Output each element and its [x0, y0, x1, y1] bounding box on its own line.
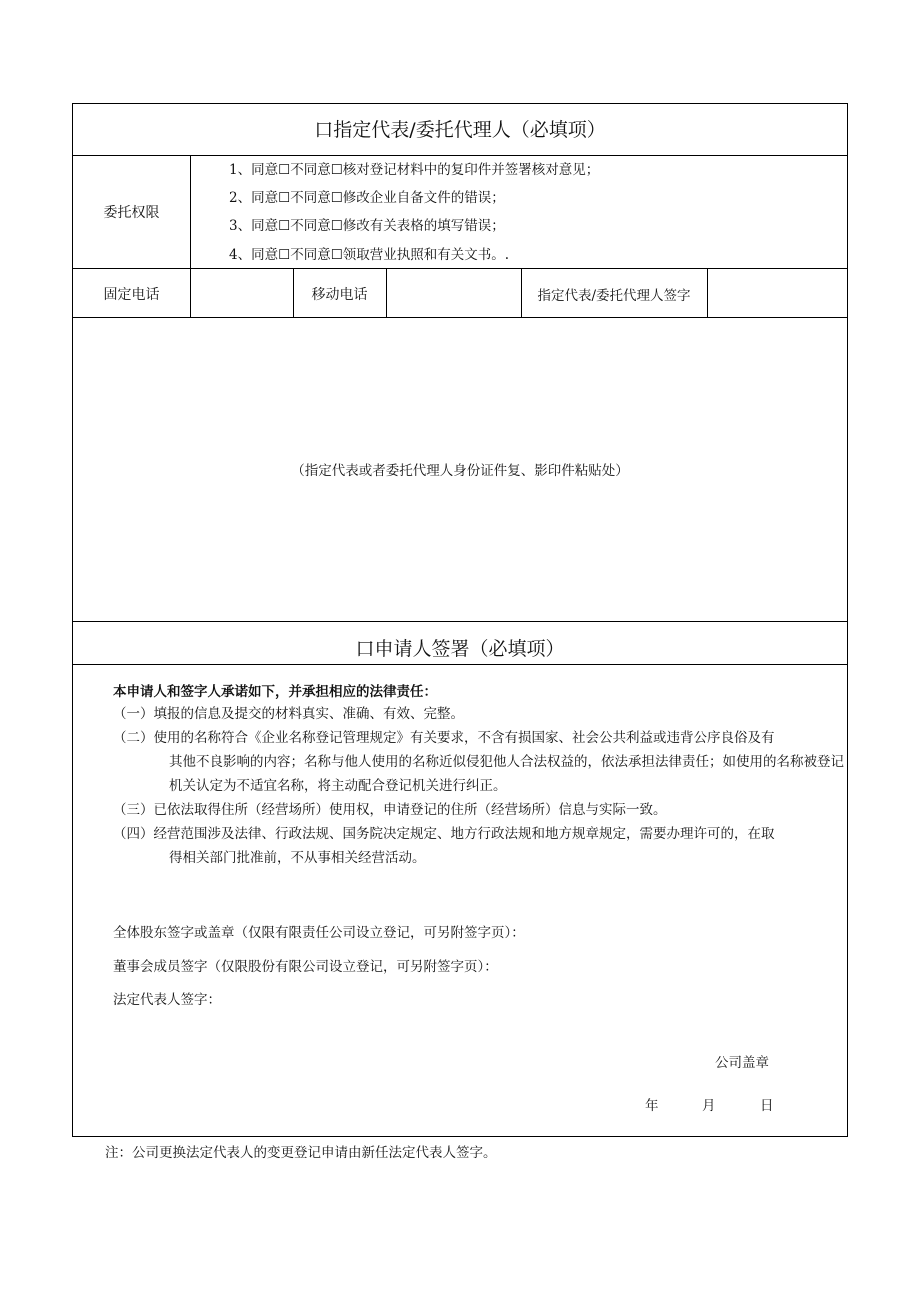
- divider: [190, 155, 191, 268]
- date-day: 日: [760, 1098, 774, 1114]
- id-paste-area-text: （指定代表或者委托代理人身份证件复、影印件粘贴处）: [291, 463, 629, 479]
- commitment-3: [113, 798, 847, 822]
- legal-rep-sign-label: 法定代表人签字：: [113, 992, 221, 1008]
- application-form: [72, 103, 848, 1137]
- authority-item-4: 4、同意☐不同意☐领取营业执照和有关文书。.: [229, 247, 510, 263]
- directors-sign-label: 董事会成员签字（仅限股份有限公司设立登记，可另附签字页）：: [113, 959, 498, 975]
- mobile-field[interactable]: [387, 270, 521, 316]
- date-month: 月: [702, 1098, 716, 1114]
- authority-item-3: 3、同意☐不同意☐修改有关表格的填写错误；: [229, 218, 505, 234]
- footer-note: 注：公司更换法定代表人的变更登记申请由新任法定代表人签字。: [105, 1145, 497, 1161]
- commitment-4: [113, 822, 847, 870]
- commitment-4-continued: 得相关部门批准前，不从事相关经营活动。: [169, 850, 426, 866]
- signature-field[interactable]: [708, 270, 848, 316]
- section2-title: 口申请人签署（必填项）: [355, 638, 565, 660]
- landline-field[interactable]: [191, 270, 293, 316]
- divider: [73, 317, 847, 318]
- company-seal-label: 公司盖章: [715, 1055, 769, 1071]
- shareholders-sign-label: 全体股东签字或盖章（仅限有限责任公司设立登记，可另附签字页）：: [113, 925, 525, 941]
- section1-title: 口指定代表/委托代理人（必填项）: [314, 119, 606, 141]
- commitment-2-text: （二）使用的名称符合《企业名称登记管理规定》有关要求，不含有损国家、社会公共利益或违背公序良俗及有: [113, 730, 775, 746]
- commitment-3-text: （三）已依法取得住所（经营场所）使用权，申请登记的住所（经营场所）信息与实际一致。: [113, 802, 667, 818]
- commitment-1-text: （一）填报的信息及提交的材料真实、准确、有效、完整。: [113, 706, 464, 722]
- commitment-2: [113, 726, 847, 798]
- divider: [73, 664, 847, 665]
- authority-item-1: 1、同意☐不同意☐核对登记材料中的复印件并签署核对意见；: [229, 162, 600, 178]
- authority-item-2: 2、同意☐不同意☐修改企业自备文件的错误；: [229, 190, 505, 206]
- date-year: 年: [645, 1098, 659, 1114]
- authority-label: 委托权限: [103, 205, 160, 221]
- mobile-label: 移动电话: [311, 287, 368, 303]
- landline-label: 固定电话: [103, 287, 160, 303]
- commitment-intro: 本申请人和签字人承诺如下，并承担相应的法律责任：: [113, 684, 437, 700]
- commitment-4-text: （四）经营范围涉及法律、行政法规、国务院决定规定、地方行政法规和地方规章规定，需要办理许可的，在取: [113, 826, 775, 842]
- commitment-1: [113, 702, 847, 726]
- commitment-2-continued: 其他不良影响的内容；名称与他人使用的名称近似侵犯他人合法权益的，依法承担法律责任；如使用的名称被登记机关认定为不适宜名称，将主动配合登记机关进行纠正。: [169, 754, 844, 794]
- signature-label: 指定代表/委托代理人签字: [537, 288, 691, 304]
